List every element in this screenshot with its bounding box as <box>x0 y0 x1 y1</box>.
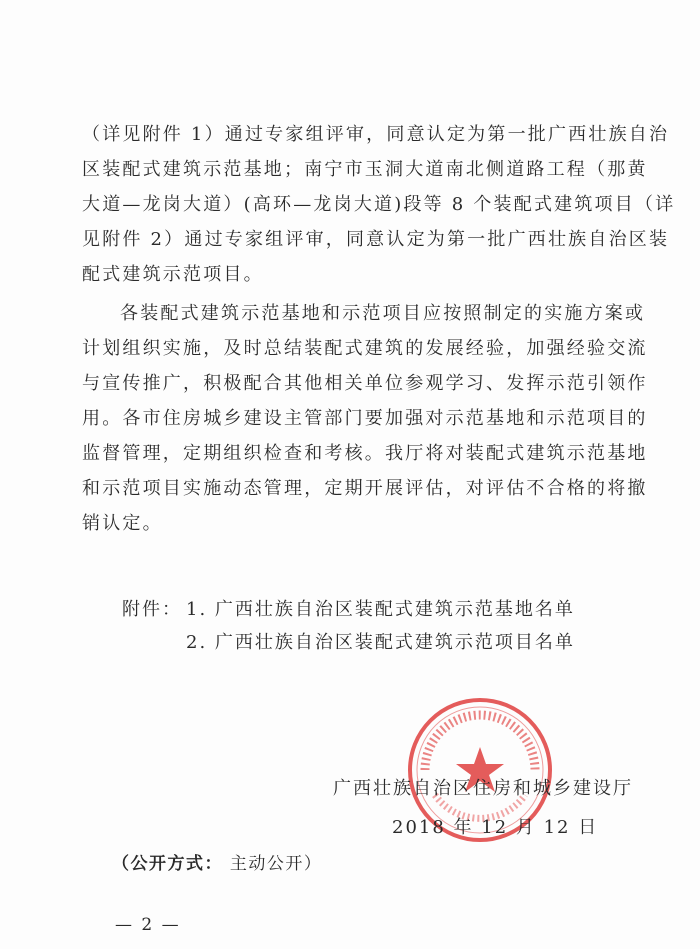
paragraph-line: 销认定。 <box>82 513 163 534</box>
paragraph-line: 大道—龙岗大道）(高环—龙岗大道)段等 8 个装配式建筑项目（详 <box>82 194 676 215</box>
attachment-item-2: 2. 广西壮族自治区装配式建筑示范项目名单 <box>186 632 575 653</box>
disclosure-value: 主动公开） <box>229 854 323 874</box>
paragraph-line: 各装配式建筑示范基地和示范项目应按照制定的实施方案或 <box>120 303 646 324</box>
attachment-item-1: 1. 广西壮族自治区装配式建筑示范基地名单 <box>186 599 575 620</box>
page-number: — 2 — <box>115 915 181 935</box>
paragraph-line: 监督管理，定期组织检查和考核。我厅将对装配式建筑示范基地 <box>82 443 648 464</box>
attachments-label: 附件： <box>122 599 182 620</box>
paragraph-line: 配式建筑示范项目。 <box>82 264 264 285</box>
issuer-name: 广西壮族自治区住房和城乡建设厅 <box>333 778 633 799</box>
issue-date: 2018 年 12 月 12 日 <box>392 817 599 838</box>
paragraph-line: 用。各市住房城乡建设主管部门要加强对示范基地和示范项目的 <box>82 408 648 429</box>
body-paragraph-2 <box>82 296 648 541</box>
paragraph-line: 计划组织实施，及时总结装配式建筑的发展经验，加强经验交流 <box>82 338 648 359</box>
body-paragraph-1 <box>82 117 676 292</box>
disclosure-label: （公开方式： <box>112 854 223 874</box>
disclosure-method <box>112 849 322 874</box>
paragraph-line: 区装配式建筑示范基地；南宁市玉洞大道南北侧道路工程（那黄 <box>82 159 648 180</box>
paragraph-line: 见附件 2）通过专家组评审，同意认定为第一批广西壮族自治区装 <box>82 229 670 250</box>
paragraph-line: 和示范项目实施动态管理，定期开展评估，对评估不合格的将撤 <box>82 478 648 499</box>
paragraph-line: （详见附件 1）通过专家组评审，同意认定为第一批广西壮族自治 <box>82 124 670 145</box>
paragraph-line: 与宣传推广，积极配合其他相关单位参观学习、发挥示范引领作 <box>82 373 648 394</box>
